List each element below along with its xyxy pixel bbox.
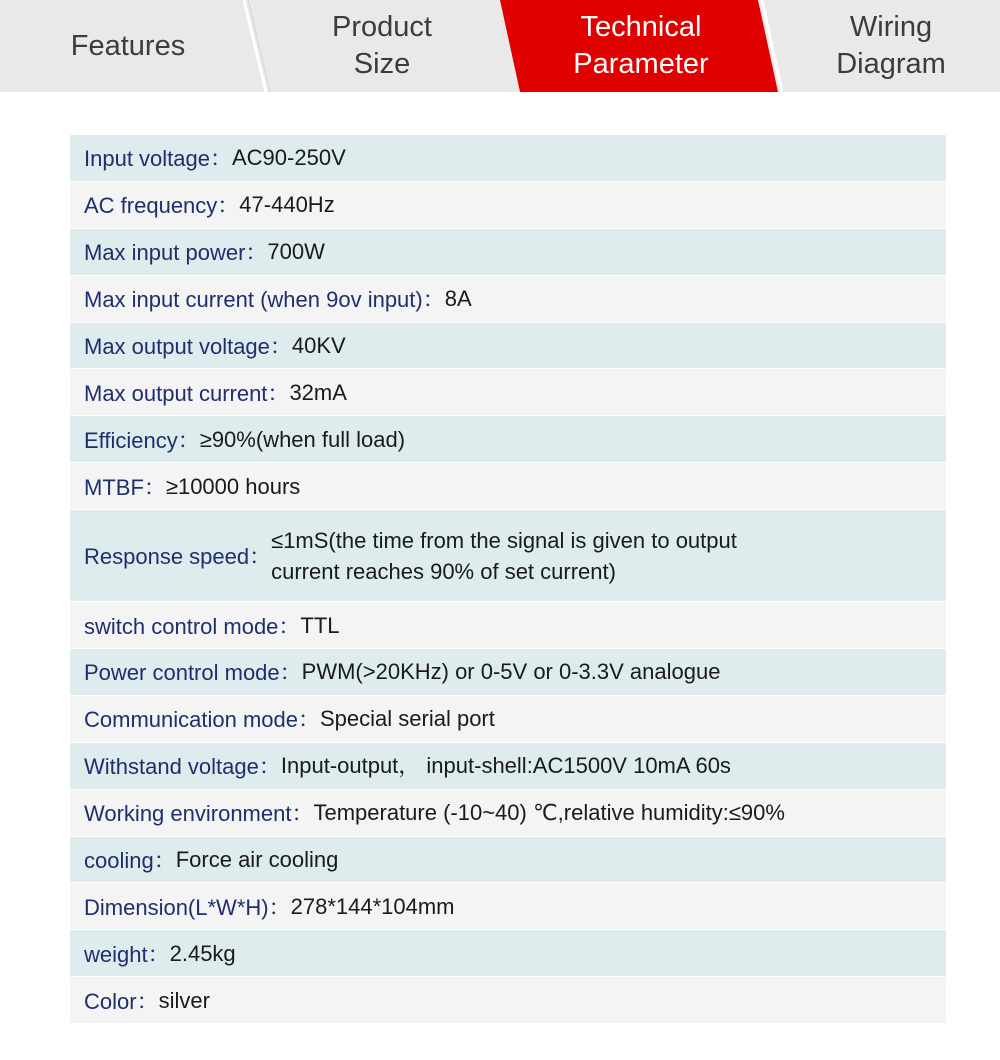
param-row-ac-frequency — [70, 181, 946, 228]
tab-technical-parameter-label-line1: Technical — [580, 11, 702, 43]
tab-product-size-label-line1: Product — [332, 11, 432, 43]
param-row-color — [70, 976, 946, 1023]
param-value: 32mA — [289, 379, 347, 405]
param-value: 278*144*104mm — [290, 893, 455, 919]
param-row-mtbf — [70, 462, 946, 509]
param-label: switch control mode： — [84, 613, 301, 639]
tab-bar — [0, 0, 1000, 92]
param-value: ≥10000 hours — [165, 473, 301, 499]
param-value: silver — [158, 987, 210, 1013]
tab-technical-parameter-label-line2: Parameter — [573, 48, 709, 80]
param-label: Max output voltage： — [84, 334, 292, 359]
param-label: AC frequency： — [84, 193, 240, 219]
param-row-efficiency — [70, 415, 946, 462]
param-label: Power control mode： — [84, 660, 302, 686]
param-value: 8A — [444, 286, 472, 312]
tab-wiring-diagram-label-line2: Diagram — [836, 48, 946, 80]
param-row-power-control-mode — [70, 648, 946, 695]
param-row-max-output-voltage — [70, 322, 946, 369]
param-label: Max output current： — [84, 380, 290, 406]
tab-features-label: Features — [70, 29, 186, 62]
param-row-max-output-current — [70, 368, 946, 415]
param-label: Response speed： — [84, 544, 272, 570]
param-label: cooling： — [84, 848, 176, 874]
param-row-response-speed — [70, 509, 946, 601]
tab-features[interactable] — [0, 0, 256, 92]
param-value: AC90-250V — [232, 145, 346, 171]
param-value: 2.45kg — [169, 940, 236, 966]
param-label: Input voltage： — [84, 146, 232, 172]
param-row-max-input-power — [70, 228, 946, 275]
param-label: Dimension(L*W*H)： — [84, 894, 291, 920]
param-label: Max input current (when 9ov input)： — [84, 287, 445, 313]
param-row-working-environment — [70, 789, 946, 836]
param-value: 700W — [267, 239, 325, 265]
param-row-withstand-voltage — [70, 742, 946, 789]
tab-product-size[interactable] — [256, 0, 508, 92]
param-label: Withstand voltage： — [84, 754, 281, 780]
param-row-cooling — [70, 836, 946, 883]
tab-wiring-diagram-label-line1: Wiring — [849, 11, 933, 43]
param-label: Color： — [84, 988, 159, 1014]
param-label: Working environment： — [84, 801, 314, 827]
param-row-communication-mode — [70, 695, 946, 742]
param-row-input-voltage — [70, 134, 946, 181]
param-value: Force air cooling — [175, 847, 339, 873]
param-row-dimension — [70, 882, 946, 929]
param-value: Input-output， input-shell:AC1500V 10mA 60s — [280, 753, 731, 779]
param-value: ≤1mS(the time from the signal is given to output current reaches 90% of set current) — [271, 527, 737, 584]
param-value: Special serial port — [320, 706, 495, 732]
param-value: 40KV — [291, 333, 346, 358]
tab-technical-parameter[interactable] — [516, 0, 766, 92]
tab-wiring-diagram[interactable] — [782, 0, 1000, 92]
param-label: Max input power： — [84, 240, 268, 266]
param-row-weight — [70, 929, 946, 976]
param-value: 47-440Hz — [239, 192, 335, 218]
param-label: MTBF： — [84, 474, 166, 500]
parameter-table — [70, 134, 946, 1023]
param-value: ≥90%(when full load) — [199, 426, 406, 452]
tab-product-size-label-line2: Size — [353, 48, 411, 80]
param-row-switch-control-mode — [70, 601, 946, 648]
param-row-max-input-current — [70, 275, 946, 322]
param-value: Temperature (-10~40) ℃,relative humidity:≤90% — [313, 800, 785, 826]
param-value: PWM(>20KHz) or 0-5V or 0-3.3V analogue — [301, 659, 721, 685]
param-value: TTL — [300, 612, 340, 638]
param-label: Efficiency： — [84, 427, 200, 453]
param-label: weight： — [84, 941, 170, 967]
param-label: Communication mode： — [84, 707, 320, 733]
